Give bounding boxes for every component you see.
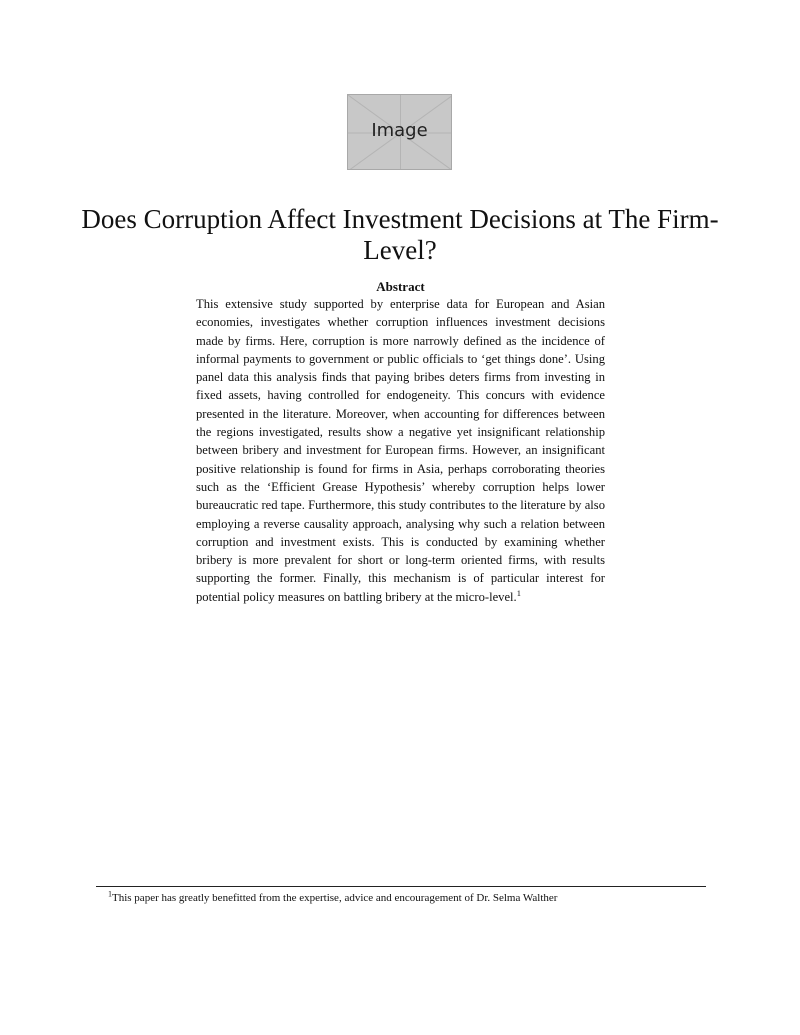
image-placeholder-label: Image (371, 120, 428, 141)
footnote-number: 1 (108, 889, 112, 899)
footnote-rule (96, 886, 706, 887)
image-placeholder (347, 94, 452, 170)
footnote-marker[interactable]: 1 (516, 587, 521, 598)
footnote-text: This paper has greatly benefitted from the expertise, advice and encouragement of Dr. Selma Walther (112, 892, 558, 904)
paper-title: Does Corruption Affect Investment Decisions at The Firm-Level? (81, 204, 719, 265)
abstract-body (196, 295, 605, 606)
footnote (108, 891, 708, 905)
abstract-heading: Abstract (376, 279, 425, 294)
abstract-text: This extensive study supported by enterprise data for European and Asian economies, investigates whether corruption influences investment decisions made by firms. Here, corruption is more narrowly defined as the incidence of informal payments to government or public officials to ‘get things done’. Using panel data this analysis finds that paying bribes deters firms from investing in fixed assets, having controlled for endogeneity. This concurs with evidence presented in the literature. Moreover, when accounting for differences between the regions investigated, results show a negative yet insignificant relationship between bribery and investment for European firms. However, an insignificant positive relationship is found for firms in Asia, perhaps corroborating theories such as the ‘Efficient Grease Hypothesis’ whereby corruption helps lower bureaucratic red tape. Furthermore, this study contributes to the literature by also employing a reverse causality approach, analysing why such a relation between corruption and investment exists. This is conducted by examining whether bribery is more prevalent for short or long-term oriented firms, with results supporting the former. Finally, this mechanism is of particular interest for potential policy measures on battling bribery at the micro-level. (196, 297, 605, 604)
